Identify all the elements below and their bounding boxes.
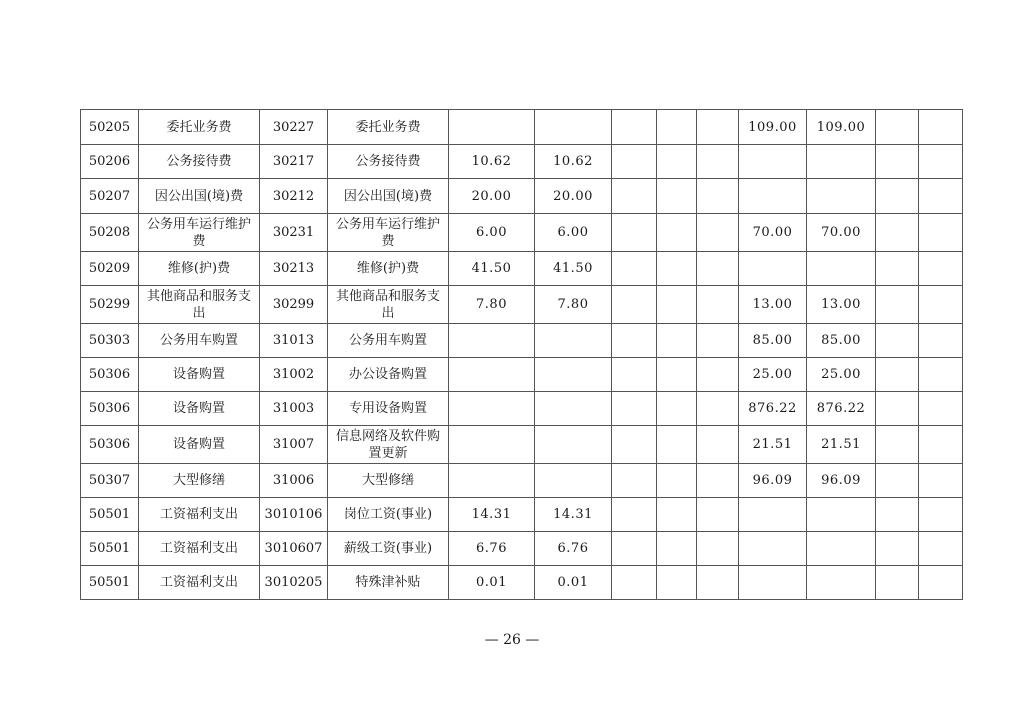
amount-col-7	[612, 498, 657, 532]
amount-col-10	[739, 145, 807, 179]
econ-name-cell: 岗位工资(事业)	[328, 498, 449, 532]
amount-col-7	[612, 179, 657, 214]
amount-col-13	[919, 145, 963, 179]
amount-col-6: 14.31	[535, 498, 612, 532]
amount-col-8	[657, 214, 697, 252]
func-code-cell: 50307	[81, 464, 139, 498]
amount-col-11: 85.00	[807, 324, 876, 358]
amount-col-13	[919, 426, 963, 464]
amount-col-7	[612, 392, 657, 426]
econ-code-cell: 30217	[260, 145, 328, 179]
amount-col-9	[697, 145, 739, 179]
amount-col-12	[876, 324, 919, 358]
amount-col-11	[807, 566, 876, 600]
econ-code-cell: 3010205	[260, 566, 328, 600]
amount-col-5	[449, 426, 535, 464]
func-name-cell: 设备购置	[139, 426, 260, 464]
func-name-cell: 其他商品和服务支出	[139, 286, 260, 324]
func-name-cell: 设备购置	[139, 358, 260, 392]
amount-col-6	[535, 426, 612, 464]
amount-col-8	[657, 392, 697, 426]
amount-col-13	[919, 498, 963, 532]
amount-col-9	[697, 286, 739, 324]
amount-col-12	[876, 498, 919, 532]
econ-name-cell: 专用设备购置	[328, 392, 449, 426]
amount-col-7	[612, 110, 657, 145]
amount-col-8	[657, 566, 697, 600]
table-row	[81, 392, 963, 426]
func-name-cell: 工资福利支出	[139, 498, 260, 532]
econ-name-cell: 信息网络及软件购置更新	[328, 426, 449, 464]
econ-code-cell: 31006	[260, 464, 328, 498]
econ-code-cell: 30213	[260, 252, 328, 286]
amount-col-6: 7.80	[535, 286, 612, 324]
amount-col-13	[919, 179, 963, 214]
amount-col-13	[919, 566, 963, 600]
amount-col-13	[919, 358, 963, 392]
amount-col-10	[739, 532, 807, 566]
func-code-cell: 50207	[81, 179, 139, 214]
func-name-cell: 大型修缮	[139, 464, 260, 498]
amount-col-9	[697, 110, 739, 145]
amount-col-10: 25.00	[739, 358, 807, 392]
table-row	[81, 464, 963, 498]
amount-col-10	[739, 566, 807, 600]
econ-name-cell: 办公设备购置	[328, 358, 449, 392]
table-row	[81, 358, 963, 392]
econ-code-cell: 31002	[260, 358, 328, 392]
func-name-cell: 因公出国(境)费	[139, 179, 260, 214]
amount-col-6: 10.62	[535, 145, 612, 179]
amount-col-8	[657, 286, 697, 324]
amount-col-9	[697, 426, 739, 464]
amount-col-12	[876, 392, 919, 426]
amount-col-6	[535, 358, 612, 392]
amount-col-9	[697, 498, 739, 532]
func-code-cell: 50206	[81, 145, 139, 179]
amount-col-8	[657, 110, 697, 145]
amount-col-5	[449, 358, 535, 392]
amount-col-6	[535, 324, 612, 358]
func-name-cell: 公务用车运行维护费	[139, 214, 260, 252]
amount-col-9	[697, 358, 739, 392]
func-code-cell: 50501	[81, 532, 139, 566]
amount-col-13	[919, 214, 963, 252]
econ-name-cell: 公务用车购置	[328, 324, 449, 358]
amount-col-7	[612, 252, 657, 286]
func-code-cell: 50306	[81, 358, 139, 392]
econ-name-cell: 委托业务费	[328, 110, 449, 145]
econ-name-cell: 特殊津补贴	[328, 566, 449, 600]
amount-col-7	[612, 324, 657, 358]
econ-code-cell: 31013	[260, 324, 328, 358]
table-row	[81, 110, 963, 145]
amount-col-5: 6.76	[449, 532, 535, 566]
amount-col-11: 96.09	[807, 464, 876, 498]
amount-col-10: 876.22	[739, 392, 807, 426]
table-row	[81, 498, 963, 532]
table-body	[81, 110, 963, 600]
amount-col-10: 96.09	[739, 464, 807, 498]
amount-col-11: 21.51	[807, 426, 876, 464]
amount-col-12	[876, 214, 919, 252]
amount-col-5: 41.50	[449, 252, 535, 286]
amount-col-6: 6.00	[535, 214, 612, 252]
func-name-cell: 设备购置	[139, 392, 260, 426]
amount-col-10	[739, 179, 807, 214]
amount-col-11: 876.22	[807, 392, 876, 426]
amount-col-7	[612, 464, 657, 498]
amount-col-13	[919, 532, 963, 566]
amount-col-7	[612, 426, 657, 464]
amount-col-9	[697, 392, 739, 426]
amount-col-5: 7.80	[449, 286, 535, 324]
amount-col-7	[612, 214, 657, 252]
amount-col-10: 70.00	[739, 214, 807, 252]
econ-code-cell: 31003	[260, 392, 328, 426]
econ-code-cell: 30212	[260, 179, 328, 214]
amount-col-6	[535, 110, 612, 145]
table-row	[81, 532, 963, 566]
func-name-cell: 公务接待费	[139, 145, 260, 179]
amount-col-8	[657, 532, 697, 566]
amount-col-12	[876, 532, 919, 566]
econ-code-cell: 30299	[260, 286, 328, 324]
amount-col-11	[807, 179, 876, 214]
amount-col-5	[449, 392, 535, 426]
amount-col-12	[876, 179, 919, 214]
amount-col-11	[807, 252, 876, 286]
amount-col-13	[919, 286, 963, 324]
amount-col-7	[612, 566, 657, 600]
func-code-cell: 50306	[81, 392, 139, 426]
amount-col-5: 6.00	[449, 214, 535, 252]
amount-col-11	[807, 498, 876, 532]
amount-col-8	[657, 324, 697, 358]
amount-col-5	[449, 110, 535, 145]
amount-col-11: 25.00	[807, 358, 876, 392]
econ-code-cell: 30227	[260, 110, 328, 145]
econ-name-cell: 因公出国(境)费	[328, 179, 449, 214]
amount-col-11: 109.00	[807, 110, 876, 145]
amount-col-10: 21.51	[739, 426, 807, 464]
amount-col-11: 70.00	[807, 214, 876, 252]
amount-col-12	[876, 358, 919, 392]
func-code-cell: 50501	[81, 566, 139, 600]
amount-col-8	[657, 464, 697, 498]
amount-col-7	[612, 286, 657, 324]
econ-name-cell: 公务接待费	[328, 145, 449, 179]
econ-name-cell: 公务用车运行维护费	[328, 214, 449, 252]
amount-col-7	[612, 358, 657, 392]
amount-col-9	[697, 214, 739, 252]
amount-col-9	[697, 464, 739, 498]
amount-col-5	[449, 324, 535, 358]
amount-col-12	[876, 145, 919, 179]
amount-col-8	[657, 179, 697, 214]
amount-col-6: 0.01	[535, 566, 612, 600]
table-row	[81, 566, 963, 600]
table-row	[81, 145, 963, 179]
econ-code-cell: 30231	[260, 214, 328, 252]
func-name-cell: 维修(护)费	[139, 252, 260, 286]
econ-name-cell: 大型修缮	[328, 464, 449, 498]
amount-col-6	[535, 392, 612, 426]
func-code-cell: 50205	[81, 110, 139, 145]
amount-col-6	[535, 464, 612, 498]
table-row	[81, 252, 963, 286]
amount-col-13	[919, 252, 963, 286]
amount-col-12	[876, 566, 919, 600]
amount-col-12	[876, 110, 919, 145]
func-name-cell: 工资福利支出	[139, 532, 260, 566]
func-name-cell: 委托业务费	[139, 110, 260, 145]
func-name-cell: 工资福利支出	[139, 566, 260, 600]
econ-name-cell: 维修(护)费	[328, 252, 449, 286]
amount-col-9	[697, 566, 739, 600]
econ-code-cell: 3010607	[260, 532, 328, 566]
amount-col-5: 10.62	[449, 145, 535, 179]
func-code-cell: 50306	[81, 426, 139, 464]
amount-col-9	[697, 324, 739, 358]
amount-col-10: 109.00	[739, 110, 807, 145]
func-code-cell: 50209	[81, 252, 139, 286]
table-row	[81, 214, 963, 252]
amount-col-9	[697, 179, 739, 214]
amount-col-12	[876, 252, 919, 286]
amount-col-12	[876, 464, 919, 498]
amount-col-13	[919, 392, 963, 426]
amount-col-7	[612, 145, 657, 179]
func-code-cell: 50208	[81, 214, 139, 252]
amount-col-10	[739, 252, 807, 286]
amount-col-11	[807, 145, 876, 179]
econ-name-cell: 薪级工资(事业)	[328, 532, 449, 566]
amount-col-8	[657, 252, 697, 286]
amount-col-12	[876, 426, 919, 464]
amount-col-5: 20.00	[449, 179, 535, 214]
table-row	[81, 426, 963, 464]
table-row	[81, 286, 963, 324]
amount-col-6: 41.50	[535, 252, 612, 286]
amount-col-9	[697, 532, 739, 566]
page-number: — 26 —	[484, 632, 540, 648]
amount-col-9	[697, 252, 739, 286]
econ-code-cell: 3010106	[260, 498, 328, 532]
amount-col-11	[807, 532, 876, 566]
amount-col-5: 14.31	[449, 498, 535, 532]
table-row	[81, 179, 963, 214]
table-row	[81, 324, 963, 358]
amount-col-6: 6.76	[535, 532, 612, 566]
amount-col-10	[739, 498, 807, 532]
amount-col-13	[919, 324, 963, 358]
amount-col-6: 20.00	[535, 179, 612, 214]
econ-code-cell: 31007	[260, 426, 328, 464]
amount-col-11: 13.00	[807, 286, 876, 324]
budget-table	[80, 109, 963, 600]
econ-name-cell: 其他商品和服务支出	[328, 286, 449, 324]
amount-col-13	[919, 110, 963, 145]
amount-col-8	[657, 498, 697, 532]
amount-col-7	[612, 532, 657, 566]
amount-col-13	[919, 464, 963, 498]
amount-col-8	[657, 358, 697, 392]
func-code-cell: 50501	[81, 498, 139, 532]
amount-col-10: 85.00	[739, 324, 807, 358]
amount-col-12	[876, 286, 919, 324]
amount-col-8	[657, 426, 697, 464]
amount-col-10: 13.00	[739, 286, 807, 324]
amount-col-5	[449, 464, 535, 498]
func-name-cell: 公务用车购置	[139, 324, 260, 358]
func-code-cell: 50299	[81, 286, 139, 324]
amount-col-8	[657, 145, 697, 179]
func-code-cell: 50303	[81, 324, 139, 358]
amount-col-5: 0.01	[449, 566, 535, 600]
